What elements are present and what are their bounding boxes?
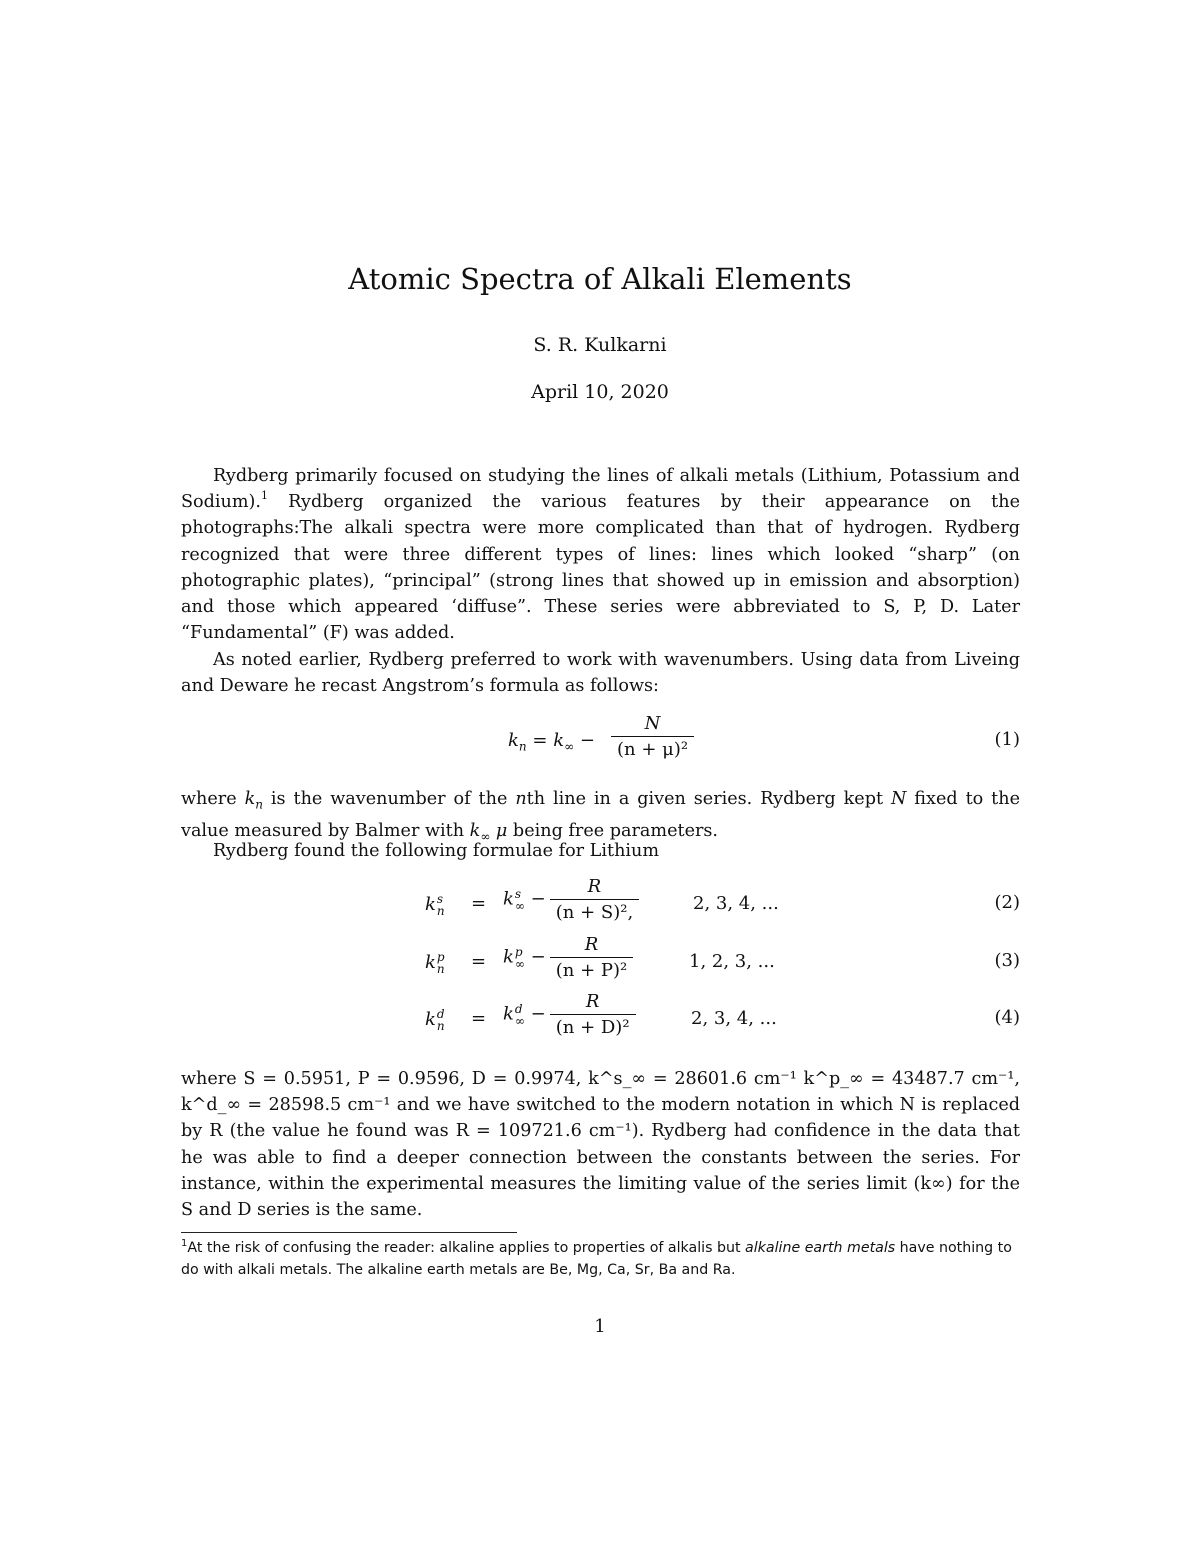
paragraph-definitions: where $k_n$ is the wavenumber of the nth line in a given series. Rydberg kept N fixed to the value measured by Balmer with $k_\infty$ μ being free parameters. <box>181 789 1020 844</box>
paragraph-constants: where S = 0.5951, P = 0.9596, D = 0.9974, k^s_∞ = 28601.6 cm⁻¹ k^p_∞ = 43487.7 cm⁻¹, k^d_∞ = 28598.5 cm⁻¹ and we have switched to the modern notation in which N is replaced by R (the value he found was R = 109721.6 cm⁻¹). Rydberg had confidence in the data that he was able to find a deeper connection between the constants between the series. For instance, within the experimental measures the limiting value of the series limit (k∞) for the S and D series is the same. <box>181 1069 1020 1221</box>
equation-4: k d n = k d ∞ − $\frac{R}{\text{(n + D)²}}$ 2, 3, 4, ... (4) <box>425 991 1020 1038</box>
fraction: $\frac{N}{\text{(n + μ)²}}$ <box>611 713 694 760</box>
footnote-rule <box>181 1232 517 1233</box>
equation-1: $k_n = k_\infty$ − $\frac{N}{\text{(n + μ)²}}$ (1) <box>508 713 1020 760</box>
footnote: $^1$At the risk of confusing the reader: alkaline applies to properties of alkalis but alkaline earth metals have nothing to do with alkali metals. The alkaline earth metals are Be, Mg, Ca, Sr, Ba and Ra. <box>181 1238 1012 1278</box>
equation-3: k p n = k p ∞ − $\frac{R}{\text{(n + P)²}}$ 1, 2, 3, ... (3) <box>425 934 1020 981</box>
equation-2: k s n = k s ∞ − $\frac{R}{\text{(n + S)²,}}$ 2, 3, 4, ... (2) <box>425 876 1020 923</box>
equation-number: (2) <box>994 892 1020 913</box>
page-number: 1 <box>594 1316 606 1337</box>
equation-number: (1) <box>994 729 1020 750</box>
paragraph-intro: Rydberg primarily focused on studying the lines of alkali metals (Lithium, Potassium and Sodium).$^1$ Rydberg organized the various features by their appearance on the photographs:The alkali spectra were more complicated than that of hydrogen. Rydberg recognized that were three different types of lines: lines which looked “sharp” (on photographic plates), “principal” (strong lines that showed up in emission and absorption) and those which appeared ‘diffuse”. These series were abbreviated to S, P, D. Later “Fundamental” (F) was added. <box>181 466 1020 644</box>
footnote-mark[interactable]: 1 <box>261 489 269 503</box>
author: S. R. Kulkarni <box>533 334 667 356</box>
equation-number: (3) <box>994 950 1020 971</box>
paper-title: Atomic Spectra of Alkali Elements <box>348 262 852 296</box>
paragraph-lithium: Rydberg found the following formulae for Lithium <box>213 841 660 861</box>
paragraph-wavenumbers: As noted earlier, Rydberg preferred to work with wavenumbers. Using data from Liveing and Deware he recast Angstrom’s formula as follows: <box>181 650 1020 697</box>
date: April 10, 2020 <box>531 381 669 403</box>
equation-number: (4) <box>994 1007 1020 1028</box>
